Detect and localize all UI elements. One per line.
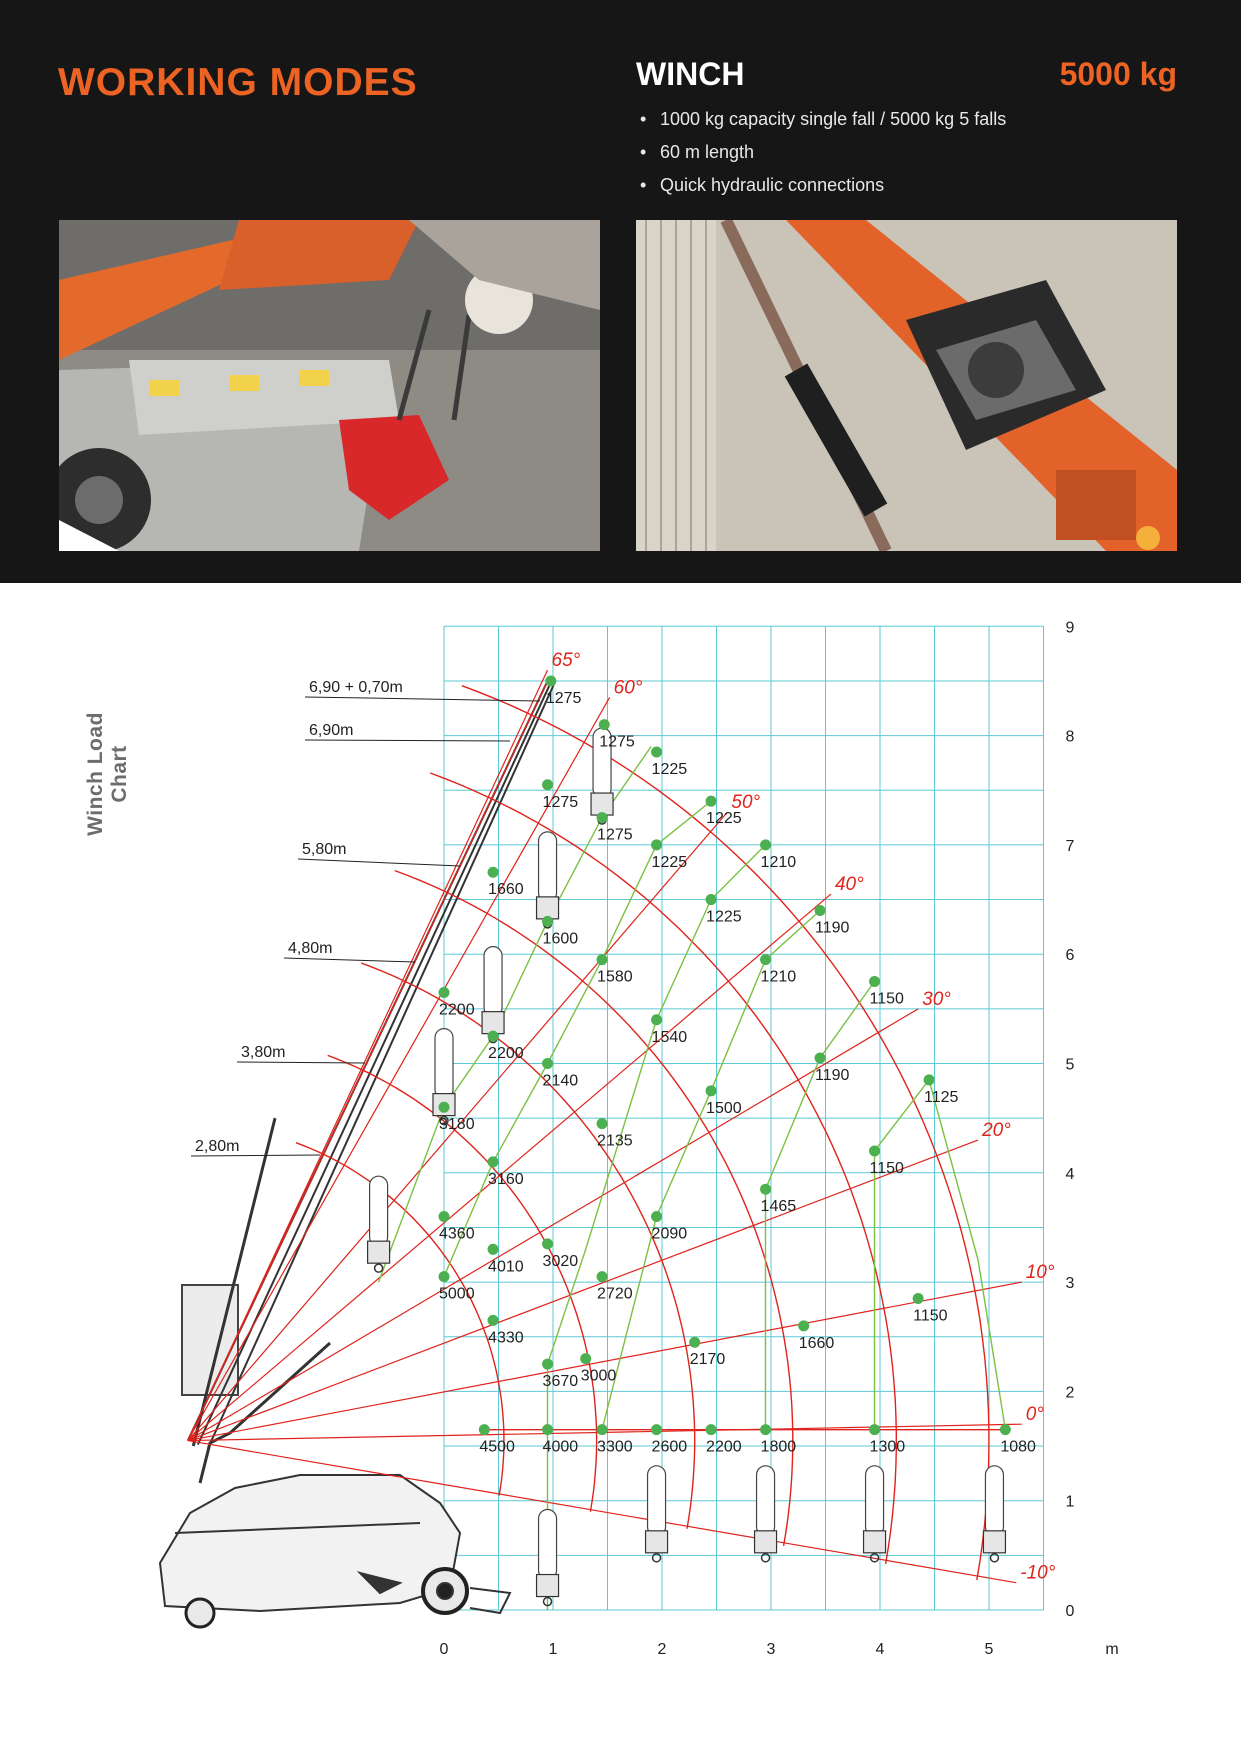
load-value: 3180 xyxy=(439,1116,475,1134)
load-point xyxy=(706,1424,717,1435)
load-value: 2720 xyxy=(597,1285,633,1303)
x-axis-unit: m xyxy=(1105,1641,1119,1658)
x-tick-label: 5 xyxy=(984,1641,994,1658)
y-tick-label: 0 xyxy=(1065,1603,1075,1620)
load-curve xyxy=(875,1080,930,1430)
load-value: 1225 xyxy=(651,760,688,778)
load-value: 2200 xyxy=(488,1045,524,1063)
axis-labels xyxy=(440,619,1119,1658)
load-point xyxy=(597,1424,608,1435)
hook-block xyxy=(482,947,504,1043)
load-value: 2135 xyxy=(597,1132,633,1150)
load-point xyxy=(479,1424,490,1435)
load-value: 1275 xyxy=(597,826,633,844)
winch-load-chart xyxy=(0,583,1241,1754)
load-value: 2200 xyxy=(706,1438,742,1456)
load-value: 1800 xyxy=(760,1438,797,1456)
load-value: 1500 xyxy=(706,1099,742,1117)
angle-label: 50° xyxy=(731,792,761,814)
load-value: 2170 xyxy=(689,1351,726,1369)
load-value: 4330 xyxy=(488,1329,524,1347)
load-point xyxy=(597,954,608,965)
feature-item: • 1000 kg capacity single fall / 5000 kg 5 falls xyxy=(640,103,1006,136)
hook-cable-drum xyxy=(757,1466,775,1536)
load-value: 1190 xyxy=(815,919,850,937)
load-point xyxy=(439,1271,450,1282)
load-point xyxy=(706,1085,717,1096)
hook-block xyxy=(368,1176,390,1272)
load-point xyxy=(815,905,826,916)
angle-label: 30° xyxy=(922,988,951,1010)
boom-length-leader xyxy=(298,859,460,866)
winch-mounted-on-machine-photo xyxy=(59,220,600,551)
load-point xyxy=(439,1211,450,1222)
hook-pulley xyxy=(755,1531,777,1553)
load-value: 1300 xyxy=(869,1438,906,1456)
y-tick-label: 4 xyxy=(1065,1165,1075,1183)
load-value: 1080 xyxy=(1000,1438,1036,1456)
boom-length-leader xyxy=(305,740,510,741)
load-value: 2600 xyxy=(651,1438,688,1456)
feature-list xyxy=(640,103,1006,202)
load-point xyxy=(869,1424,880,1435)
load-value: 3670 xyxy=(542,1373,579,1391)
y-tick-label: 9 xyxy=(1065,619,1075,637)
y-tick-label: 5 xyxy=(1065,1056,1075,1074)
load-point xyxy=(597,1271,608,1282)
load-value: 1225 xyxy=(706,810,742,828)
hook-block xyxy=(864,1466,886,1562)
feature-item: • 60 m length xyxy=(640,136,1006,169)
hook-icon xyxy=(375,1264,383,1272)
load-point xyxy=(488,1244,499,1255)
hook-block xyxy=(983,1466,1005,1562)
load-value: 4500 xyxy=(479,1438,515,1456)
load-point xyxy=(542,1424,553,1435)
hook-cable-drum xyxy=(484,947,502,1017)
header-band xyxy=(0,0,1241,583)
hook-pulley xyxy=(482,1012,504,1034)
hook-pulley xyxy=(983,1531,1005,1553)
boom-length-label: 2,80m xyxy=(195,1138,240,1155)
load-point xyxy=(651,746,662,757)
winch-on-boom-photo xyxy=(636,220,1177,551)
load-value: 2090 xyxy=(651,1225,688,1243)
load-value: 1125 xyxy=(924,1088,959,1106)
load-value: 3300 xyxy=(597,1438,633,1456)
feature-item: • Quick hydraulic connections xyxy=(640,169,1006,202)
load-value: 1150 xyxy=(869,990,904,1008)
angle-label: 10° xyxy=(1025,1262,1055,1284)
angle-label: -10° xyxy=(1020,1562,1056,1584)
angle-label: 40° xyxy=(834,874,864,896)
y-tick-label: 6 xyxy=(1065,947,1075,965)
load-point xyxy=(651,1014,662,1025)
boom-length-label: 4,80m xyxy=(288,940,333,957)
hook-pulley xyxy=(537,897,559,919)
load-point xyxy=(1000,1424,1011,1435)
load-point xyxy=(760,1184,771,1195)
load-point xyxy=(798,1320,809,1331)
hook-pulley xyxy=(537,1575,559,1597)
load-value: 4360 xyxy=(439,1225,475,1243)
winch-load-chart-label: Winch Load Chart xyxy=(84,712,131,836)
load-value: 1660 xyxy=(488,881,524,899)
load-point xyxy=(542,1058,553,1069)
boom-length-leader xyxy=(284,958,415,962)
load-point xyxy=(651,839,662,850)
load-point xyxy=(869,976,880,987)
hook-pulley xyxy=(864,1531,886,1553)
x-tick-label: 3 xyxy=(766,1641,776,1658)
load-value: 1580 xyxy=(597,968,633,986)
angle-label: 0° xyxy=(1025,1404,1044,1426)
load-point xyxy=(542,916,553,927)
hook-cable-drum xyxy=(370,1176,388,1246)
load-value: 1190 xyxy=(815,1067,850,1085)
load-point xyxy=(597,1118,608,1129)
hook-cable-drum xyxy=(866,1466,884,1536)
angle-ray xyxy=(188,894,831,1441)
load-point xyxy=(760,1424,771,1435)
load-value: 1540 xyxy=(651,1028,688,1046)
load-value: 1210 xyxy=(760,968,797,986)
y-tick-label: 3 xyxy=(1065,1275,1075,1293)
load-point xyxy=(580,1353,591,1364)
boom-length-leader xyxy=(191,1155,320,1156)
load-point xyxy=(760,954,771,965)
load-point xyxy=(439,1102,450,1113)
load-value: 1225 xyxy=(706,908,742,926)
angle-label: 60° xyxy=(613,677,643,699)
x-tick-label: 0 xyxy=(439,1641,449,1658)
load-value: 3000 xyxy=(580,1367,617,1385)
load-point xyxy=(545,675,556,686)
x-tick-label: 4 xyxy=(875,1641,885,1658)
load-point xyxy=(651,1211,662,1222)
hook-cable-drum xyxy=(648,1466,666,1536)
hook-cable-drum xyxy=(539,1510,557,1580)
load-point xyxy=(689,1337,700,1348)
load-value: 4010 xyxy=(488,1258,524,1276)
load-point xyxy=(869,1145,880,1156)
load-value: 4000 xyxy=(542,1438,579,1456)
load-point xyxy=(924,1074,935,1085)
load-point xyxy=(488,1156,499,1167)
load-point xyxy=(542,1238,553,1249)
section-title: WORKING MODES xyxy=(58,61,418,104)
hook-cable-drum xyxy=(539,832,557,902)
load-point xyxy=(488,1031,499,1042)
load-point xyxy=(760,839,771,850)
load-value: 1210 xyxy=(760,853,797,871)
product-title: WINCH xyxy=(636,56,745,92)
hook-block xyxy=(755,1466,777,1562)
load-value: 1660 xyxy=(798,1334,835,1352)
x-tick-label: 2 xyxy=(657,1641,667,1658)
load-value: 2200 xyxy=(439,1001,475,1019)
y-tick-label: 7 xyxy=(1065,837,1075,855)
hook-block xyxy=(537,1510,559,1606)
load-value: 1275 xyxy=(599,733,635,751)
hook-block xyxy=(537,832,559,928)
load-point xyxy=(488,867,499,878)
hook-pulley xyxy=(368,1241,390,1263)
boom-length-label: 6,90m xyxy=(309,722,354,739)
load-value: 1150 xyxy=(913,1307,948,1325)
load-curves xyxy=(379,747,1006,1611)
load-value: 3160 xyxy=(488,1170,524,1188)
boom-length-label: 6,90 + 0,70m xyxy=(309,679,403,696)
y-tick-label: 2 xyxy=(1065,1384,1075,1402)
hook-pulley xyxy=(591,793,613,815)
load-point xyxy=(706,894,717,905)
angle-ray xyxy=(188,1140,978,1441)
load-point xyxy=(706,796,717,807)
hook-block xyxy=(646,1466,668,1562)
hook-cable-drum xyxy=(435,1029,453,1099)
load-value: 1225 xyxy=(651,853,688,871)
hook-pulley xyxy=(646,1531,668,1553)
capacity-value: 5000 kg xyxy=(1059,56,1177,92)
y-tick-label: 8 xyxy=(1065,728,1075,746)
load-point xyxy=(599,719,610,730)
load-value: 1275 xyxy=(545,689,582,707)
load-point xyxy=(815,1053,826,1064)
x-tick-label: 1 xyxy=(548,1641,558,1658)
load-value: 1150 xyxy=(869,1159,904,1177)
boom-length-label: 3,80m xyxy=(241,1044,286,1061)
load-value: 5000 xyxy=(439,1285,475,1303)
hook-cable-drum xyxy=(985,1466,1003,1536)
angle-label: 65° xyxy=(551,650,581,672)
load-value: 3020 xyxy=(542,1252,579,1270)
load-point xyxy=(651,1424,662,1435)
angle-label: 20° xyxy=(982,1120,1011,1142)
chart-grid xyxy=(444,626,1044,1610)
load-point xyxy=(542,779,553,790)
load-value: 1275 xyxy=(542,793,579,811)
load-point xyxy=(439,987,450,998)
boom-length-leader xyxy=(305,697,540,701)
load-point xyxy=(542,1359,553,1370)
load-value: 1465 xyxy=(760,1198,797,1216)
boom-length-label: 5,80m xyxy=(302,841,347,858)
load-value: 1600 xyxy=(542,930,579,948)
load-value: 2140 xyxy=(542,1072,579,1090)
y-tick-label: 1 xyxy=(1065,1493,1075,1511)
load-point xyxy=(597,812,608,823)
load-point xyxy=(488,1315,499,1326)
load-point xyxy=(913,1293,924,1304)
